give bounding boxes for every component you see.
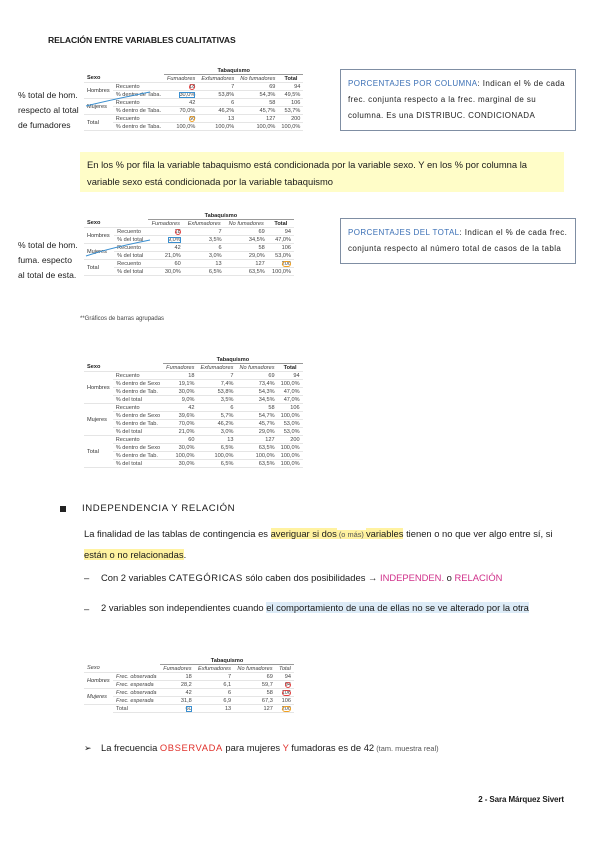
cell-value: 46,2% bbox=[197, 420, 236, 428]
row-label: % del total bbox=[114, 268, 148, 276]
highlight-run: están o no relacionadas bbox=[84, 549, 184, 560]
paragraph-purpose bbox=[84, 524, 564, 565]
cell-value: 42 bbox=[163, 404, 197, 412]
table-row bbox=[84, 452, 303, 460]
col-header: Fumadores bbox=[163, 364, 197, 372]
col-header: No fumadores bbox=[225, 220, 268, 228]
table-row bbox=[84, 388, 303, 396]
row-label: % dentro de Taba. bbox=[113, 123, 164, 131]
table-row bbox=[84, 412, 303, 420]
row-group-label: Total bbox=[84, 436, 113, 468]
red-run: OBSERVADA bbox=[159, 742, 223, 753]
cell-value: 63,5% bbox=[225, 268, 268, 276]
row-label: Recuento bbox=[113, 83, 164, 91]
col-header: Total bbox=[278, 75, 303, 83]
row-label: Frec. observada bbox=[113, 689, 160, 697]
table-sexo-header: Sexo bbox=[84, 665, 160, 673]
info-box-column-percentages bbox=[340, 69, 576, 131]
section-heading: INDEPENDENCIA Y RELACIÓN bbox=[82, 503, 236, 514]
table-total-percentages bbox=[84, 212, 294, 276]
cell-value: 106 bbox=[278, 404, 303, 412]
cell-value: 3,0% bbox=[197, 428, 236, 436]
cell-value: 200 bbox=[278, 436, 303, 444]
row-label: Recuento bbox=[114, 260, 148, 268]
text-run: CATEGÓRICAS bbox=[168, 572, 243, 583]
table-row bbox=[84, 428, 303, 436]
row-label: % del total bbox=[114, 252, 148, 260]
cell-value: 29,0% bbox=[236, 428, 277, 436]
cell-value: 6,5% bbox=[184, 268, 225, 276]
highlighted-explanation: En los % por fila la variable tabaquismo está condicionada por la variable sexo. Y en los % por columna la variable sexo está condicionada por la variable tabaquismo bbox=[80, 152, 564, 192]
text-run: Con 2 variables bbox=[101, 572, 169, 583]
side-note-2-line: fuma. especto bbox=[18, 255, 72, 265]
cell-value: 127 bbox=[234, 705, 276, 713]
cell-value: 60 bbox=[189, 115, 196, 122]
cell-value: 13 bbox=[198, 115, 237, 123]
cell-value: 60 bbox=[185, 705, 192, 712]
table-row bbox=[84, 436, 303, 444]
row-group-label: Total bbox=[84, 115, 113, 131]
cell-value: 28,2 bbox=[160, 681, 195, 689]
cell-value: 6 bbox=[184, 244, 225, 252]
row-group-label: Hombres bbox=[84, 673, 113, 689]
cell-value: 100,0% bbox=[198, 123, 237, 131]
table-row bbox=[84, 228, 294, 236]
table-row bbox=[84, 396, 303, 404]
side-note-2-line: al total de esta. bbox=[18, 270, 77, 280]
cell-value: 3,5% bbox=[184, 236, 225, 244]
row-label: % dentro de Tab. bbox=[113, 420, 163, 428]
cell-value: 6 bbox=[198, 99, 237, 107]
col-header: Total bbox=[268, 220, 294, 228]
cell-value: 58 bbox=[225, 244, 268, 252]
cell-value: 54,3% bbox=[236, 388, 277, 396]
cell-value: 100,0% bbox=[164, 123, 198, 131]
cell-value: 100,0% bbox=[278, 380, 303, 388]
col-header: No fumadores bbox=[234, 665, 276, 673]
highlight-run: averiguar si dos bbox=[270, 528, 337, 539]
row-group-label: Hombres bbox=[84, 228, 114, 244]
cell-value: 53,0% bbox=[278, 420, 303, 428]
cell-value: 69 bbox=[225, 228, 268, 236]
magenta-run: INDEPENDEN. bbox=[379, 572, 445, 583]
cell-value: 19,1% bbox=[163, 380, 197, 388]
dash-bullet-icon: – bbox=[84, 572, 90, 583]
cell-value: 34,5% bbox=[236, 396, 277, 404]
row-group-label: Hombres bbox=[84, 372, 113, 404]
table-row bbox=[84, 244, 294, 252]
col-header: Exfumadores bbox=[184, 220, 225, 228]
cell-value: 69 bbox=[234, 673, 276, 681]
table-row bbox=[84, 99, 303, 107]
cell-value: 94 bbox=[276, 673, 294, 681]
cell-value: 100,0% bbox=[163, 452, 197, 460]
cell-value: 3,0% bbox=[184, 252, 225, 260]
table-row bbox=[84, 123, 303, 131]
caption: **Gráficos de barras agrupadas bbox=[80, 316, 165, 322]
cell-value: 100,0% bbox=[278, 452, 303, 460]
info-box-highlight: PORCENTAJES DEL TOTAL bbox=[348, 228, 460, 237]
cell-value: 58 bbox=[237, 99, 278, 107]
cell-value: 31,8 bbox=[160, 697, 195, 705]
side-note-1 bbox=[18, 88, 79, 133]
row-group-label: Mujeres bbox=[84, 404, 113, 436]
cell-value: 58 bbox=[236, 404, 277, 412]
cell-value: 100,0% bbox=[278, 444, 303, 452]
cell-value: 18 bbox=[160, 673, 195, 681]
cell-value: 70,0% bbox=[164, 107, 198, 115]
table-row bbox=[84, 705, 294, 713]
cell-value: 18 bbox=[189, 83, 196, 90]
col-header: Fumadores bbox=[148, 220, 184, 228]
table-row bbox=[84, 252, 294, 260]
side-note-1-line: respecto al total bbox=[18, 105, 79, 115]
table-group-header: Tabaquismo bbox=[160, 657, 294, 665]
cell-value: 47,0% bbox=[268, 236, 294, 244]
row-label: Recuento bbox=[113, 404, 163, 412]
side-note-2 bbox=[18, 238, 78, 283]
cell-value: 54,7% bbox=[236, 412, 277, 420]
arrow-bullet-icon: ➢ bbox=[84, 743, 92, 753]
table-group-header: Tabaquismo bbox=[164, 67, 303, 75]
info-box-text: : Indican el % de cada frec. conjunta respecto a la frec. marginal de su columna. Es una DISTRIBUC. CONDICIONADA bbox=[348, 79, 566, 120]
row-label: % dentro de Sexo bbox=[113, 412, 163, 420]
cell-value: 47,0% bbox=[278, 396, 303, 404]
cell-value: 67,3 bbox=[234, 697, 276, 705]
info-box-text: : Indican el % de cada frec. conjunta respecto al número total de casos de la tabla bbox=[348, 228, 568, 253]
text-run: tienen o no que ver algo entre sí, si bbox=[403, 528, 553, 539]
table-row bbox=[84, 380, 303, 388]
row-label: Recuento bbox=[114, 228, 148, 236]
table-row bbox=[84, 260, 294, 268]
cell-value: 100,0% bbox=[278, 460, 303, 468]
row-label: Recuento bbox=[113, 372, 163, 380]
row-label: % del total bbox=[114, 236, 148, 244]
side-note-2-line: % total de hom. bbox=[18, 240, 78, 250]
cell-value: 100,0% bbox=[278, 123, 303, 131]
cell-value: 29,0% bbox=[225, 252, 268, 260]
text-run: (tam. muestra real) bbox=[374, 744, 439, 753]
cell-value: 7 bbox=[184, 228, 225, 236]
row-label: % dentro de Sexo bbox=[113, 444, 163, 452]
page-footer: 2 - Sara Márquez Sivert bbox=[478, 795, 564, 804]
table-group-header: Tabaquismo bbox=[163, 356, 302, 364]
row-label: % dentro de Taba. bbox=[113, 107, 164, 115]
cell-value: 21,0% bbox=[148, 252, 184, 260]
table-row bbox=[84, 460, 303, 468]
table-sexo-header: Sexo bbox=[84, 364, 163, 372]
cell-value: 100,0% bbox=[278, 412, 303, 420]
row-label: % dentro de Tab. bbox=[113, 452, 163, 460]
text-run: sólo caben dos posibilidades → bbox=[242, 572, 380, 583]
table-group-header: Tabaquismo bbox=[148, 212, 294, 220]
row-group-label: Hombres bbox=[84, 83, 113, 99]
col-header: Exfumadores bbox=[198, 75, 237, 83]
col-header: Total bbox=[278, 364, 303, 372]
col-header: Fumadores bbox=[160, 665, 195, 673]
table-row bbox=[84, 107, 303, 115]
cell-value: 9,0% bbox=[163, 396, 197, 404]
cell-value: 58 bbox=[234, 689, 276, 697]
cell-value: 30,0% bbox=[163, 444, 197, 452]
cell-value: 45,7% bbox=[236, 420, 277, 428]
col-header: No fumadores bbox=[237, 75, 278, 83]
text-run: . bbox=[183, 549, 187, 560]
cell-value: 42 bbox=[160, 689, 195, 697]
cell-value: 13 bbox=[197, 436, 236, 444]
cell-value: 42 bbox=[164, 99, 198, 107]
dash-item-categoricas bbox=[101, 568, 565, 588]
table-row bbox=[84, 83, 303, 91]
row-label: Recuento bbox=[113, 99, 164, 107]
text-run: para mujeres bbox=[222, 742, 283, 753]
row-label: Frec. observada bbox=[113, 673, 160, 681]
dash-item-independence bbox=[101, 598, 565, 618]
row-group-label: Mujeres bbox=[84, 99, 113, 115]
text-run: fumadoras es de 42 bbox=[288, 742, 375, 753]
cell-value: 53,7% bbox=[278, 107, 303, 115]
dash-bullet-icon: – bbox=[84, 603, 90, 614]
cell-value: 45,7% bbox=[237, 107, 278, 115]
table-row bbox=[84, 689, 294, 697]
cell-value: 42 bbox=[148, 244, 184, 252]
table-full-percentages bbox=[84, 356, 303, 468]
cell-value: 94 bbox=[284, 681, 291, 688]
cell-value: 6,5% bbox=[197, 460, 236, 468]
col-header: No fumadores bbox=[236, 364, 277, 372]
table-row bbox=[84, 444, 303, 452]
table-row bbox=[84, 91, 303, 99]
cell-value: 30,0% bbox=[148, 268, 184, 276]
col-header: Fumadores bbox=[164, 75, 198, 83]
row-label: % del total bbox=[113, 460, 163, 468]
table-row bbox=[84, 236, 294, 244]
side-note-1-line: de fumadores bbox=[18, 120, 71, 130]
side-note-1-line: % total de hom. bbox=[18, 90, 78, 100]
table-row bbox=[84, 372, 303, 380]
cell-value: 100,0% bbox=[268, 268, 294, 276]
observed-frequency-line bbox=[101, 738, 561, 759]
cell-value: 54,3% bbox=[237, 91, 278, 99]
cell-value: 59,7 bbox=[234, 681, 276, 689]
row-label: Recuento bbox=[114, 244, 148, 252]
cell-value: 6,9 bbox=[195, 697, 234, 705]
row-label: % del total bbox=[113, 428, 163, 436]
text-run: o bbox=[444, 572, 455, 583]
cell-value: 18 bbox=[163, 372, 197, 380]
cell-value: 200 bbox=[278, 115, 303, 123]
cell-value: 100,0% bbox=[236, 452, 277, 460]
cell-value: 200 bbox=[281, 260, 291, 267]
cell-value: 94 bbox=[268, 228, 294, 236]
cell-value: 94 bbox=[278, 83, 303, 91]
cell-value: 18 bbox=[174, 228, 181, 235]
square-bullet-icon bbox=[60, 506, 66, 512]
cell-value: 53,0% bbox=[268, 252, 294, 260]
text-run: La frecuencia bbox=[101, 742, 160, 753]
table-row bbox=[84, 268, 294, 276]
row-group-label: Total bbox=[84, 260, 114, 276]
cell-value: 200 bbox=[281, 705, 291, 712]
cell-value: 9,0% bbox=[168, 236, 181, 243]
cell-value: 30,0% bbox=[163, 388, 197, 396]
cell-value: 6 bbox=[197, 404, 236, 412]
cell-value: 100,0% bbox=[237, 123, 278, 131]
cell-value: 60 bbox=[148, 260, 184, 268]
page-title: RELACIÓN ENTRE VARIABLES CUALITATIVAS bbox=[48, 35, 236, 45]
col-header: Exfumadores bbox=[197, 364, 236, 372]
table-row bbox=[84, 420, 303, 428]
row-label: Recuento bbox=[113, 115, 164, 123]
cell-value: 5,7% bbox=[197, 412, 236, 420]
cell-value: 127 bbox=[236, 436, 277, 444]
table-row bbox=[84, 681, 294, 689]
cell-value: 106 bbox=[268, 244, 294, 252]
cell-value: 7 bbox=[198, 83, 237, 91]
cell-value: 106 bbox=[278, 99, 303, 107]
cell-value: 13 bbox=[184, 260, 225, 268]
text-run: La finalidad de las tablas de contingencia es bbox=[84, 528, 271, 539]
cell-value: 127 bbox=[225, 260, 268, 268]
magenta-run: RELACIÓN bbox=[454, 572, 503, 583]
cell-value: 53,8% bbox=[197, 388, 236, 396]
red-run: Y bbox=[282, 742, 289, 753]
cell-value: 100,0% bbox=[197, 452, 236, 460]
cell-value: 46,2% bbox=[198, 107, 237, 115]
table-row bbox=[84, 697, 294, 705]
info-box-total-percentages bbox=[340, 218, 576, 264]
cell-value: 63,5% bbox=[236, 460, 277, 468]
cell-value: 63,5% bbox=[236, 444, 277, 452]
row-label: Frec. esperada bbox=[113, 681, 160, 689]
table-expected-frequencies bbox=[84, 657, 294, 713]
table-sexo-header: Sexo bbox=[84, 220, 148, 228]
cell-value: 6,5% bbox=[197, 444, 236, 452]
row-label: Recuento bbox=[113, 436, 163, 444]
row-label: % dentro de Taba. bbox=[113, 91, 164, 99]
cell-value: 127 bbox=[237, 115, 278, 123]
cell-value: 7 bbox=[197, 372, 236, 380]
row-label: % dentro de Sexo bbox=[113, 380, 163, 388]
cell-value: 73,4% bbox=[236, 380, 277, 388]
table-sexo-header: Sexo bbox=[84, 75, 164, 83]
cell-value: 69 bbox=[237, 83, 278, 91]
cell-value: 39,6% bbox=[163, 412, 197, 420]
col-header: Exfumadores bbox=[195, 665, 234, 673]
cell-value: 94 bbox=[278, 372, 303, 380]
row-group-label: Mujeres bbox=[84, 689, 113, 705]
highlight-run: variables bbox=[365, 528, 404, 539]
cell-value: 6 bbox=[195, 689, 234, 697]
row-label: % dentro de Tab. bbox=[113, 388, 163, 396]
cell-value: 69 bbox=[236, 372, 277, 380]
cell-value: 6,1 bbox=[195, 681, 234, 689]
cell-value: 21,0% bbox=[163, 428, 197, 436]
cell-value: 47,0% bbox=[278, 388, 303, 396]
cell-value: 13 bbox=[195, 705, 234, 713]
cell-value: 70,0% bbox=[163, 420, 197, 428]
cell-value: 30,0% bbox=[163, 460, 197, 468]
cell-value: 60 bbox=[163, 436, 197, 444]
col-header: Total bbox=[276, 665, 294, 673]
row-group-label: Mujeres bbox=[84, 244, 114, 260]
table-column-percentages bbox=[84, 67, 303, 131]
text-run: 2 variables son independientes cuando bbox=[101, 602, 267, 613]
table-row bbox=[84, 673, 294, 681]
row-label: % del total bbox=[113, 396, 163, 404]
cell-value: 53,8% bbox=[198, 91, 237, 99]
table-row bbox=[84, 115, 303, 123]
cell-value: 106 bbox=[276, 697, 294, 705]
cell-value: 34,5% bbox=[225, 236, 268, 244]
cell-value: 7 bbox=[195, 673, 234, 681]
cell-value: 7,4% bbox=[197, 380, 236, 388]
highlight-run: (o más) bbox=[336, 530, 366, 539]
cell-value: 30,0% bbox=[179, 91, 196, 98]
cell-value: 49,5% bbox=[278, 91, 303, 99]
cell-value: 53,0% bbox=[278, 428, 303, 436]
info-box-highlight: PORCENTAJES POR COLUMNA bbox=[348, 79, 478, 88]
row-label: Total bbox=[113, 705, 160, 713]
blue-highlight-run: el comportamiento de una de ellas no se ve alterado por la otra bbox=[266, 602, 529, 613]
table-row bbox=[84, 404, 303, 412]
cell-value: 3,5% bbox=[197, 396, 236, 404]
cell-value: 106 bbox=[281, 689, 291, 696]
row-label: Frec. esperada bbox=[113, 697, 160, 705]
